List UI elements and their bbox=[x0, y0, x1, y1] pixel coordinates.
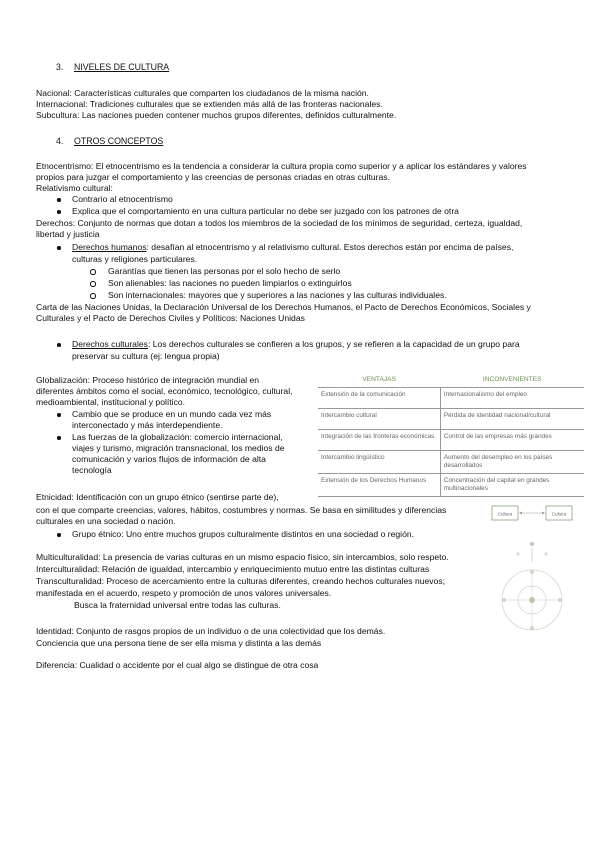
derechos-line-2: libertad y justicia bbox=[36, 229, 100, 239]
table-row bbox=[318, 430, 584, 451]
bullet-dot bbox=[57, 198, 61, 202]
etnicidad-line-2: con el que comparte creencias, valores, hábitos, costumbres y normas. Se basa en similitudes y diferencias bbox=[36, 505, 447, 515]
table-row bbox=[318, 474, 584, 497]
section-4-heading bbox=[56, 136, 163, 147]
dh-subitem-2: Son alienables: las naciones no pueden limpiarlos o extinguirlos bbox=[108, 278, 352, 288]
etnocentrismo-line-2: propios para juzgar el comportamiento y las creencias de personas criadas en otras culturas. bbox=[36, 172, 390, 182]
derechos-humanos-text: : desafían al etnocentrismo y al relativismo cultural. Estos derechos están por encima de países, bbox=[146, 242, 514, 252]
derechos-culturales-line-1 bbox=[72, 339, 520, 350]
identidad-line-2: Conciencia que una persona tiene de ser ella misma y distinta a las demás bbox=[36, 638, 322, 648]
diagram-node bbox=[530, 542, 534, 546]
bullet-dot bbox=[57, 343, 61, 347]
diagram-arrow-head bbox=[542, 512, 545, 515]
globalizacion-line-1: Globalización: Proceso histórico de integración mundial en bbox=[36, 375, 260, 385]
transculturalidad-line-2: manifestada en el acuerdo, respeto y promoción de unos valores universales. bbox=[36, 588, 332, 598]
bullet-dot bbox=[57, 533, 61, 537]
diagram-label-right: Cultura bbox=[551, 511, 567, 517]
section-3-title: NIVELES DE CULTURA bbox=[74, 62, 170, 72]
table-row bbox=[318, 451, 584, 474]
diagram-node bbox=[544, 552, 547, 555]
diagram-top-panel bbox=[492, 506, 572, 520]
table-cell: Internacionalismo del empleo bbox=[440, 388, 584, 409]
table-cell: Intercambio cultural bbox=[318, 409, 440, 430]
derechos-humanos-label: Derechos humanos bbox=[72, 242, 147, 252]
glob-bullet-2-line-1: Las fuerzas de la globalización: comercio internacional, bbox=[72, 432, 283, 442]
identidad-line-1: Identidad: Conjunto de rasgos propios de un individuo o de una colectividad que los demás. bbox=[36, 626, 386, 636]
globalizacion-line-2: diferentes ámbitos como el social, económico, tecnológico, cultural, bbox=[36, 386, 293, 396]
diagram-bottom-panel bbox=[502, 570, 562, 630]
bullet-dot bbox=[57, 413, 61, 417]
table-cell: Aumento del desempleo en los países desarrollados bbox=[440, 451, 584, 474]
multiculturalidad-line: Multiculturalidad: La presencia de varias culturas en un mismo espacio físico, sin intercambios, solo respeto. bbox=[36, 552, 449, 562]
diagram-label-left: Cultura bbox=[497, 511, 513, 517]
table-header-inconvenientes: INCONVENIENTES bbox=[440, 373, 584, 388]
glob-bullet-2-line-2: viajes y turismo, migración transnacional, los medios de bbox=[72, 443, 285, 453]
interculturalidad-line: Interculturalidad: Relación de igualdad, intercambio y enriquecimiento mutuo entre las distintas culturas bbox=[36, 564, 430, 574]
table-header-row bbox=[318, 373, 584, 388]
internacional-line: Internacional: Tradiciones culturales que se extienden más allá de las fronteras nacionales. bbox=[36, 99, 383, 109]
grupo-etnico-bullet: Grupo étnico: Uno entre muchos grupos culturalmente distintos en una sociedad o región. bbox=[72, 529, 415, 539]
diagram-center-node bbox=[529, 597, 535, 603]
bullet-dot bbox=[57, 210, 61, 214]
etnocentrismo-line-1: Etnocentrismo: El etnocentrismo es la tendencia a considerar la cultura propia como superior y a aplicar los estándares y valores bbox=[36, 161, 527, 171]
derechos-culturales-text: : Los derechos culturales se confieren a los grupos, y se refieren a la capacidad de un grupo para bbox=[147, 339, 520, 349]
table-cell: Integración de las fronteras económicas bbox=[318, 430, 440, 451]
bullet-dot bbox=[57, 436, 61, 440]
carta-line-2: Culturales y el Pacto de Derechos Civiles y Políticos: Naciones Unidas bbox=[36, 313, 305, 323]
derechos-humanos-line-1 bbox=[72, 242, 513, 253]
subcultura-line: Subcultura: Las naciones pueden contener muchos grupos diferentes, definidos culturalmente. bbox=[36, 110, 397, 120]
globalizacion-line-3: medioambiental, institucional y político. bbox=[36, 397, 186, 407]
table-cell: Pérdida de identidad nacional/cultural bbox=[440, 409, 584, 430]
etnicidad-line-1: Etnicidad: Identificación con un grupo étnico (sentirse parte de), bbox=[36, 492, 279, 502]
diferencia-line: Diferencia: Cualidad o accidente por el cual algo se distingue de otra cosa bbox=[36, 660, 319, 670]
nacional-line: Nacional: Características culturales que comparten los ciudadanos de la misma nación. bbox=[36, 88, 369, 98]
sub-bullet-circle bbox=[90, 281, 96, 287]
relativismo-bullet-1: Contrario al etnocentrismo bbox=[72, 194, 173, 204]
diagram-node bbox=[558, 598, 562, 602]
sub-bullet-circle bbox=[90, 269, 96, 275]
table-cell: Extensión de la comunicación bbox=[318, 388, 440, 409]
derechos-humanos-line-2: culturas y religiones particulares. bbox=[72, 254, 198, 264]
diagram-middle-panel bbox=[516, 542, 547, 562]
table-cell: Control de las empresas más grandes bbox=[440, 430, 584, 451]
etnicidad-line-3: culturales en una sociedad o nación. bbox=[36, 516, 176, 526]
dh-subitem-3: Son internacionales: mayores que y superiores a las naciones y las culturas individuales. bbox=[108, 290, 447, 300]
table-cell: Concentración del capital en grandes multinacionales bbox=[440, 474, 584, 497]
section-4-title: OTROS CONCEPTOS bbox=[74, 136, 164, 146]
table-header-ventajas: VENTAJAS bbox=[318, 373, 440, 388]
dh-subitem-1: Garantías que tienen las personas por el solo hecho de serlo bbox=[108, 266, 341, 276]
derechos-culturales-line-2: preservar su cultura (ej: lengua propia) bbox=[72, 351, 220, 361]
ventajas-inconvenientes-table bbox=[318, 373, 584, 497]
derechos-line-1: Derechos: Conjunto de normas que dotan a todos los miembros de la sociedad de los mínimos de seguridad, certeza, igualdad, bbox=[36, 218, 523, 228]
diagram-node bbox=[502, 598, 506, 602]
diagram-node bbox=[530, 570, 534, 574]
transculturalidad-line-1: Transculturalidad: Proceso de acercamiento entre la culturas diferentes, creando hechos culturales nuevos; bbox=[36, 576, 446, 586]
glob-bullet-2-line-3: comunicación y varios flujos de información de alta bbox=[72, 454, 266, 464]
section-4-number: 4. bbox=[56, 136, 64, 146]
section-3-heading bbox=[56, 62, 169, 73]
transculturalidad-indent: Busca la fraternidad universal entre todas las culturas. bbox=[74, 600, 281, 610]
sub-bullet-circle bbox=[90, 293, 96, 299]
glob-bullet-2-line-4: tecnología bbox=[72, 465, 112, 475]
glob-bullet-1-line-2: interconectado y más interdependiente. bbox=[72, 420, 223, 430]
bullet-dot bbox=[57, 246, 61, 250]
relativismo-title: Relativismo cultural: bbox=[36, 183, 113, 193]
relativismo-bullet-2: Explica que el comportamiento en una cultura particular no debe ser juzgado con los patrones de otra bbox=[72, 206, 459, 216]
diagram-node bbox=[516, 552, 519, 555]
carta-line-1: Carta de las Naciones Unidas, la Declaración Universal de los Derechos Humanos, el Pacto de Derechos Económicos, Sociales y bbox=[36, 302, 531, 312]
table-cell: Extensión de los Derechos Humanos bbox=[318, 474, 440, 497]
derechos-culturales-label: Derechos culturales bbox=[72, 339, 148, 349]
section-3-number: 3. bbox=[56, 62, 64, 72]
table-row bbox=[318, 388, 584, 409]
glob-bullet-1-line-1: Cambio que se produce en un mundo cada vez más bbox=[72, 409, 272, 419]
diagram-node bbox=[530, 626, 534, 630]
table-cell: Intercambio lingüístico bbox=[318, 451, 440, 474]
diagram-arrow-head bbox=[519, 512, 522, 515]
cultural-interaction-diagram bbox=[488, 500, 584, 640]
table-row bbox=[318, 409, 584, 430]
